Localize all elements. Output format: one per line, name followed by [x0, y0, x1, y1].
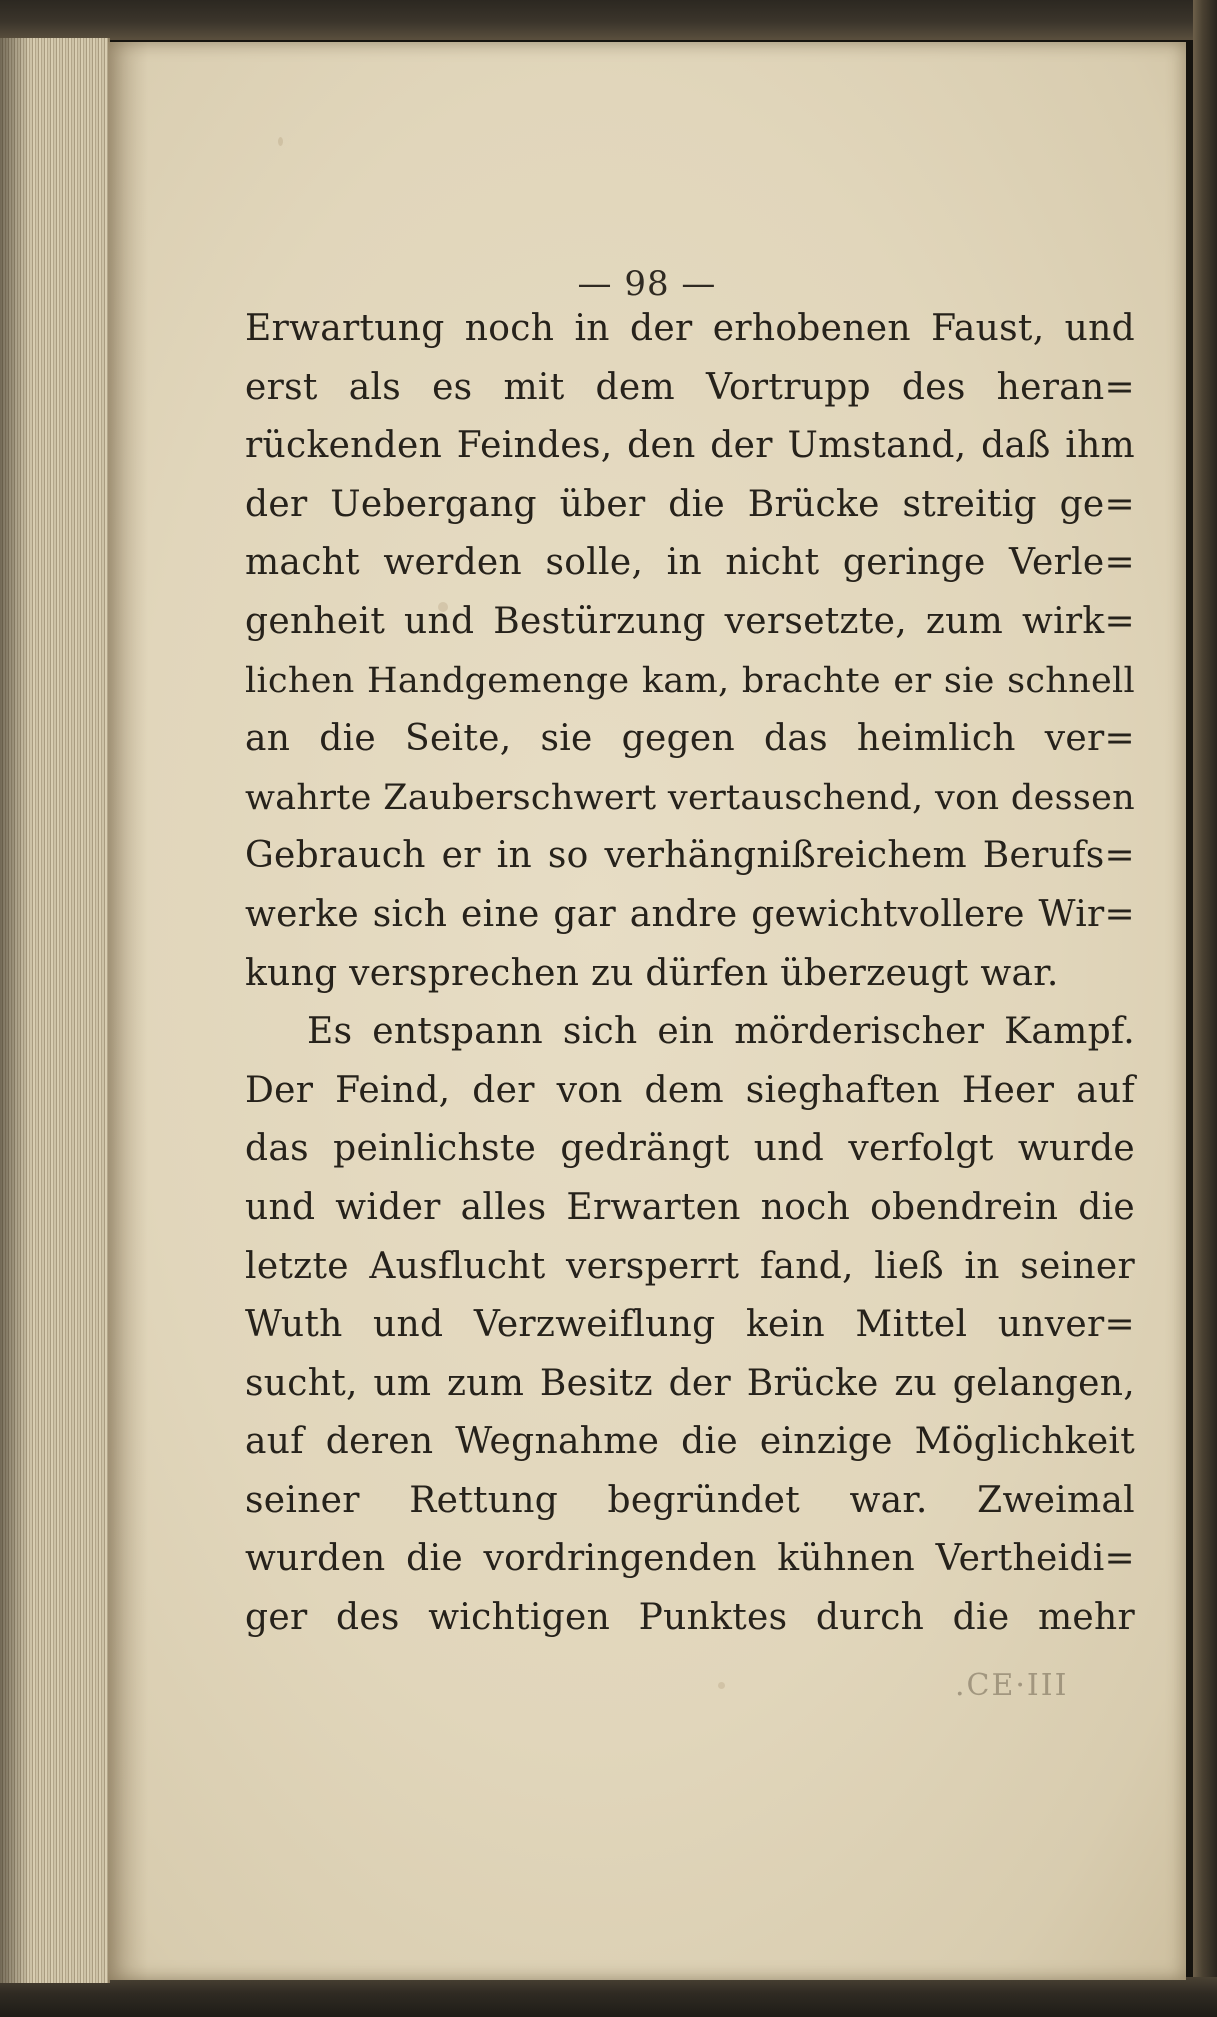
text-line: und wider alles Erwarten noch obendrein die: [245, 1186, 1135, 1228]
paragraph-end-line: kung versprechen zu dürfen überzeugt war.: [245, 952, 1059, 994]
text-line: Wuth und Verzweiflung kein Mittel unver=: [245, 1304, 1135, 1346]
text-line: an die Seite, sie gegen das heimlich ver=: [245, 718, 1135, 760]
text-line: lichen Handgemenge kam, brachte er sie schnell: [245, 660, 1135, 701]
paragraph-start-line: Es entspann sich ein mörderischer Kampf.: [307, 1011, 1135, 1053]
gutter-shadow: [108, 42, 148, 1980]
paper-spot: [278, 137, 283, 146]
text-line: wurden die vordringenden kühnen Vertheidi=: [245, 1538, 1135, 1580]
text-line: rückenden Feindes, den der Umstand, daß ihm: [245, 425, 1135, 467]
text-line: das peinlichste gedrängt und verfolgt wurde: [245, 1128, 1135, 1170]
text-line: ger des wichtigen Punktes durch die mehr: [245, 1597, 1135, 1639]
text-line: auf deren Wegnahme die einzige Möglichkeit: [245, 1421, 1135, 1463]
text-line: sucht, um zum Besitz der Brücke zu gelangen,: [245, 1362, 1135, 1404]
book-bottom-edge: [0, 1977, 1217, 2017]
book-right-edge: [1193, 0, 1217, 2017]
text-line: Gebrauch er in so verhängnißreichem Berufs=: [245, 835, 1135, 877]
body-text: [245, 300, 1135, 1648]
show-through-text: .CE·III: [955, 1668, 1069, 1703]
text-line: der Uebergang über die Brücke streitig ge=: [245, 483, 1135, 525]
text-line: macht werden solle, in nicht geringe Verle=: [245, 542, 1135, 584]
text-line: Erwartung noch in der erhobenen Faust, und: [245, 308, 1135, 349]
text-line: erst als es mit dem Vortrupp des heran=: [245, 366, 1135, 408]
text-line: wahrte Zauberschwert vertauschend, von dessen: [245, 777, 1135, 818]
paper-spot: [718, 1682, 725, 1689]
page-stack-shadow: [0, 38, 30, 1983]
text-line: werke sich eine gar andre gewichtvollere Wir=: [245, 893, 1135, 935]
text-line: seiner Rettung begründet war. Zweimal: [245, 1479, 1135, 1521]
book-top-edge: [0, 0, 1217, 40]
text-line: genheit und Bestürzung versetzte, zum wirk=: [245, 600, 1135, 642]
text-line: letzte Ausflucht versperrt fand, ließ in seiner: [245, 1245, 1135, 1287]
page-number: — 98 —: [577, 264, 717, 304]
text-line: Der Feind, der von dem sieghaften Heer auf: [245, 1069, 1135, 1111]
